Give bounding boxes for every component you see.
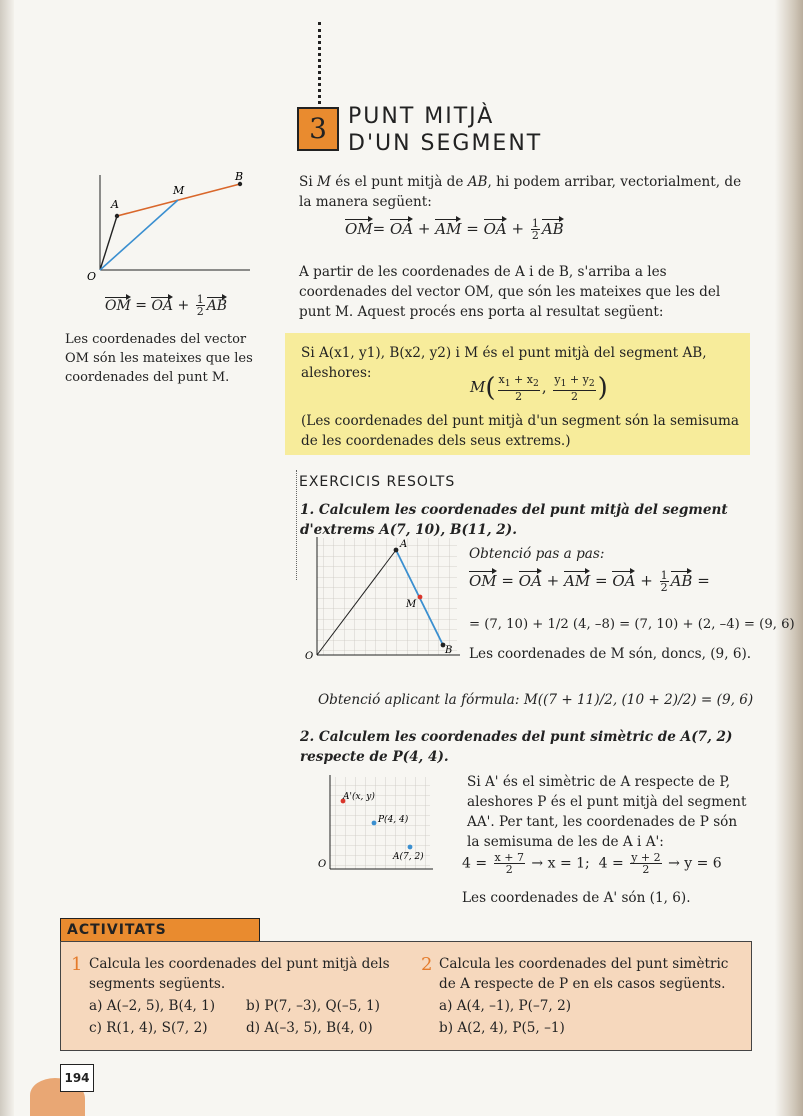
activities-box [60, 941, 752, 1051]
rule-formula: M( $\frac{x_1 + x_2}{2}$ , $\frac{y_1 + y_2}{2}$ ) [470, 373, 608, 403]
sidebar-caption: Les coordenades del vector OM són les mateixes que les coordenades del punt M. [65, 332, 253, 385]
activity-2b: b) A(2, 4), P(5, –1) [439, 1020, 565, 1036]
page-binding-shadow [0, 0, 14, 1116]
ex1-title: 1. Calculem les coordenades del punt mitjà del segment d'extrems A(7, 10), B(11, 2). [300, 502, 728, 538]
vector-sidebar-figure [85, 170, 255, 285]
ex2-label-a: A(7, 2) [393, 852, 424, 862]
ex1-label-a: A [400, 539, 408, 550]
activity-1c: c) R(1, 4), S(7, 2) [89, 1020, 208, 1036]
ex1-formula-method: Obtenció aplicant la fórmula: M((7 + 11)/2, (10 + 2)/2) = (9, 6) [318, 692, 754, 708]
section-title [348, 103, 542, 157]
ex1-conclusion: Les coordenades de M són, doncs, (9, 6). [469, 646, 752, 662]
ex2-label-aprime: A'(x, y) [343, 792, 375, 802]
ex1-label-b: B [445, 645, 453, 656]
fig-label-b: B [235, 170, 244, 183]
sidebar-formula: OM = OA + $\frac{1}{2}$ AB [105, 293, 228, 318]
fig-label-a: A [111, 198, 119, 211]
section-dotted-line [296, 470, 297, 580]
intro-paragraph-2: A partir de les coordenades de A i de B, s'arriba a les coordenades del vector OM, que són les mateixes que les del punt M. Aquest procés ens porta al resultat següent: [299, 264, 721, 320]
activity-2-number: 2 [421, 954, 433, 975]
activity-1a: a) A(–2, 5), B(4, 1) [89, 998, 216, 1014]
ex2-label-o: O [318, 859, 327, 870]
section-title-line2: D'UN SEGMENT [348, 131, 543, 156]
rule-highlight-box [285, 333, 750, 455]
ex1-graph [302, 535, 462, 660]
fig-label-o: O [87, 270, 97, 283]
activity-1-number: 1 [71, 954, 83, 975]
activity-2-text: Calcula les coordenades del punt simètric de A respecte de P en els casos següents. [439, 956, 729, 992]
fig-label-m: M [173, 184, 185, 197]
dotted-divider [318, 22, 324, 104]
rule-line1: Si A(x1, y1), B(x2, y2) i M és el punt mitjà del segment AB, aleshores: [301, 345, 707, 381]
ex2-equation: 4 = $\frac{x + 7}{2}$ → x = 1; 4 = $\frac{y + 2}{2}$ → y = 6 [462, 851, 722, 876]
ex2-title: 2. Calculem les coordenades del punt simètric de A(7, 2) respecte de P(4, 4). [300, 729, 733, 765]
section-number: 3 [297, 107, 339, 151]
activity-1-text: Calcula les coordenades del punt mitjà dels segments següents. [89, 956, 390, 992]
solved-heading: EXERCICIS RESOLTS [299, 474, 456, 490]
activity-1d: d) A(–3, 5), B(4, 0) [246, 1020, 373, 1036]
activity-1b: b) P(7, –3), Q(–5, 1) [246, 998, 380, 1014]
ex2-graph [315, 775, 435, 875]
activity-2a: a) A(4, –1), P(–7, 2) [439, 998, 572, 1014]
ex2-label-p: P(4, 4) [378, 815, 409, 825]
activities-heading: ACTIVITATS [60, 918, 260, 942]
ex1-step-calc: = (7, 10) + 1/2 (4, –8) = (7, 10) + (2, –4) = (9, 6) [469, 617, 795, 632]
ex1-label-m: M [406, 599, 417, 610]
page-number: 194 [60, 1064, 94, 1092]
page-edge-shadow [775, 0, 803, 1116]
ex1-step-formula: OM = OA + AM = OA + $\frac{1}{2}$ AB = [469, 569, 710, 594]
ex2-text: Si A' és el simètric de A respecte de P, aleshores P és el punt mitjà del segment AA'. Per tant, les coordenades de P són la semisuma de les de A i A': [467, 774, 747, 850]
ex1-label-o: O [305, 651, 314, 660]
intro-paragraph-1: Si M és el punt mitjà de AB, hi podem arribar, vectorialment, de la manera següent: [299, 174, 742, 210]
intro-formula: OM= OA + AM = OA + $\frac{1}{2}$ AB [345, 217, 564, 242]
ex1-step-label: Obtenció pas a pas: [469, 546, 605, 562]
section-title-line1: PUNT MITJÀ [348, 104, 495, 129]
rule-note: (Les coordenades del punt mitjà d'un segment són la semisuma de les coordenades dels seus extrems.) [301, 413, 740, 449]
ex2-conclusion: Les coordenades de A' són (1, 6). [462, 890, 691, 906]
